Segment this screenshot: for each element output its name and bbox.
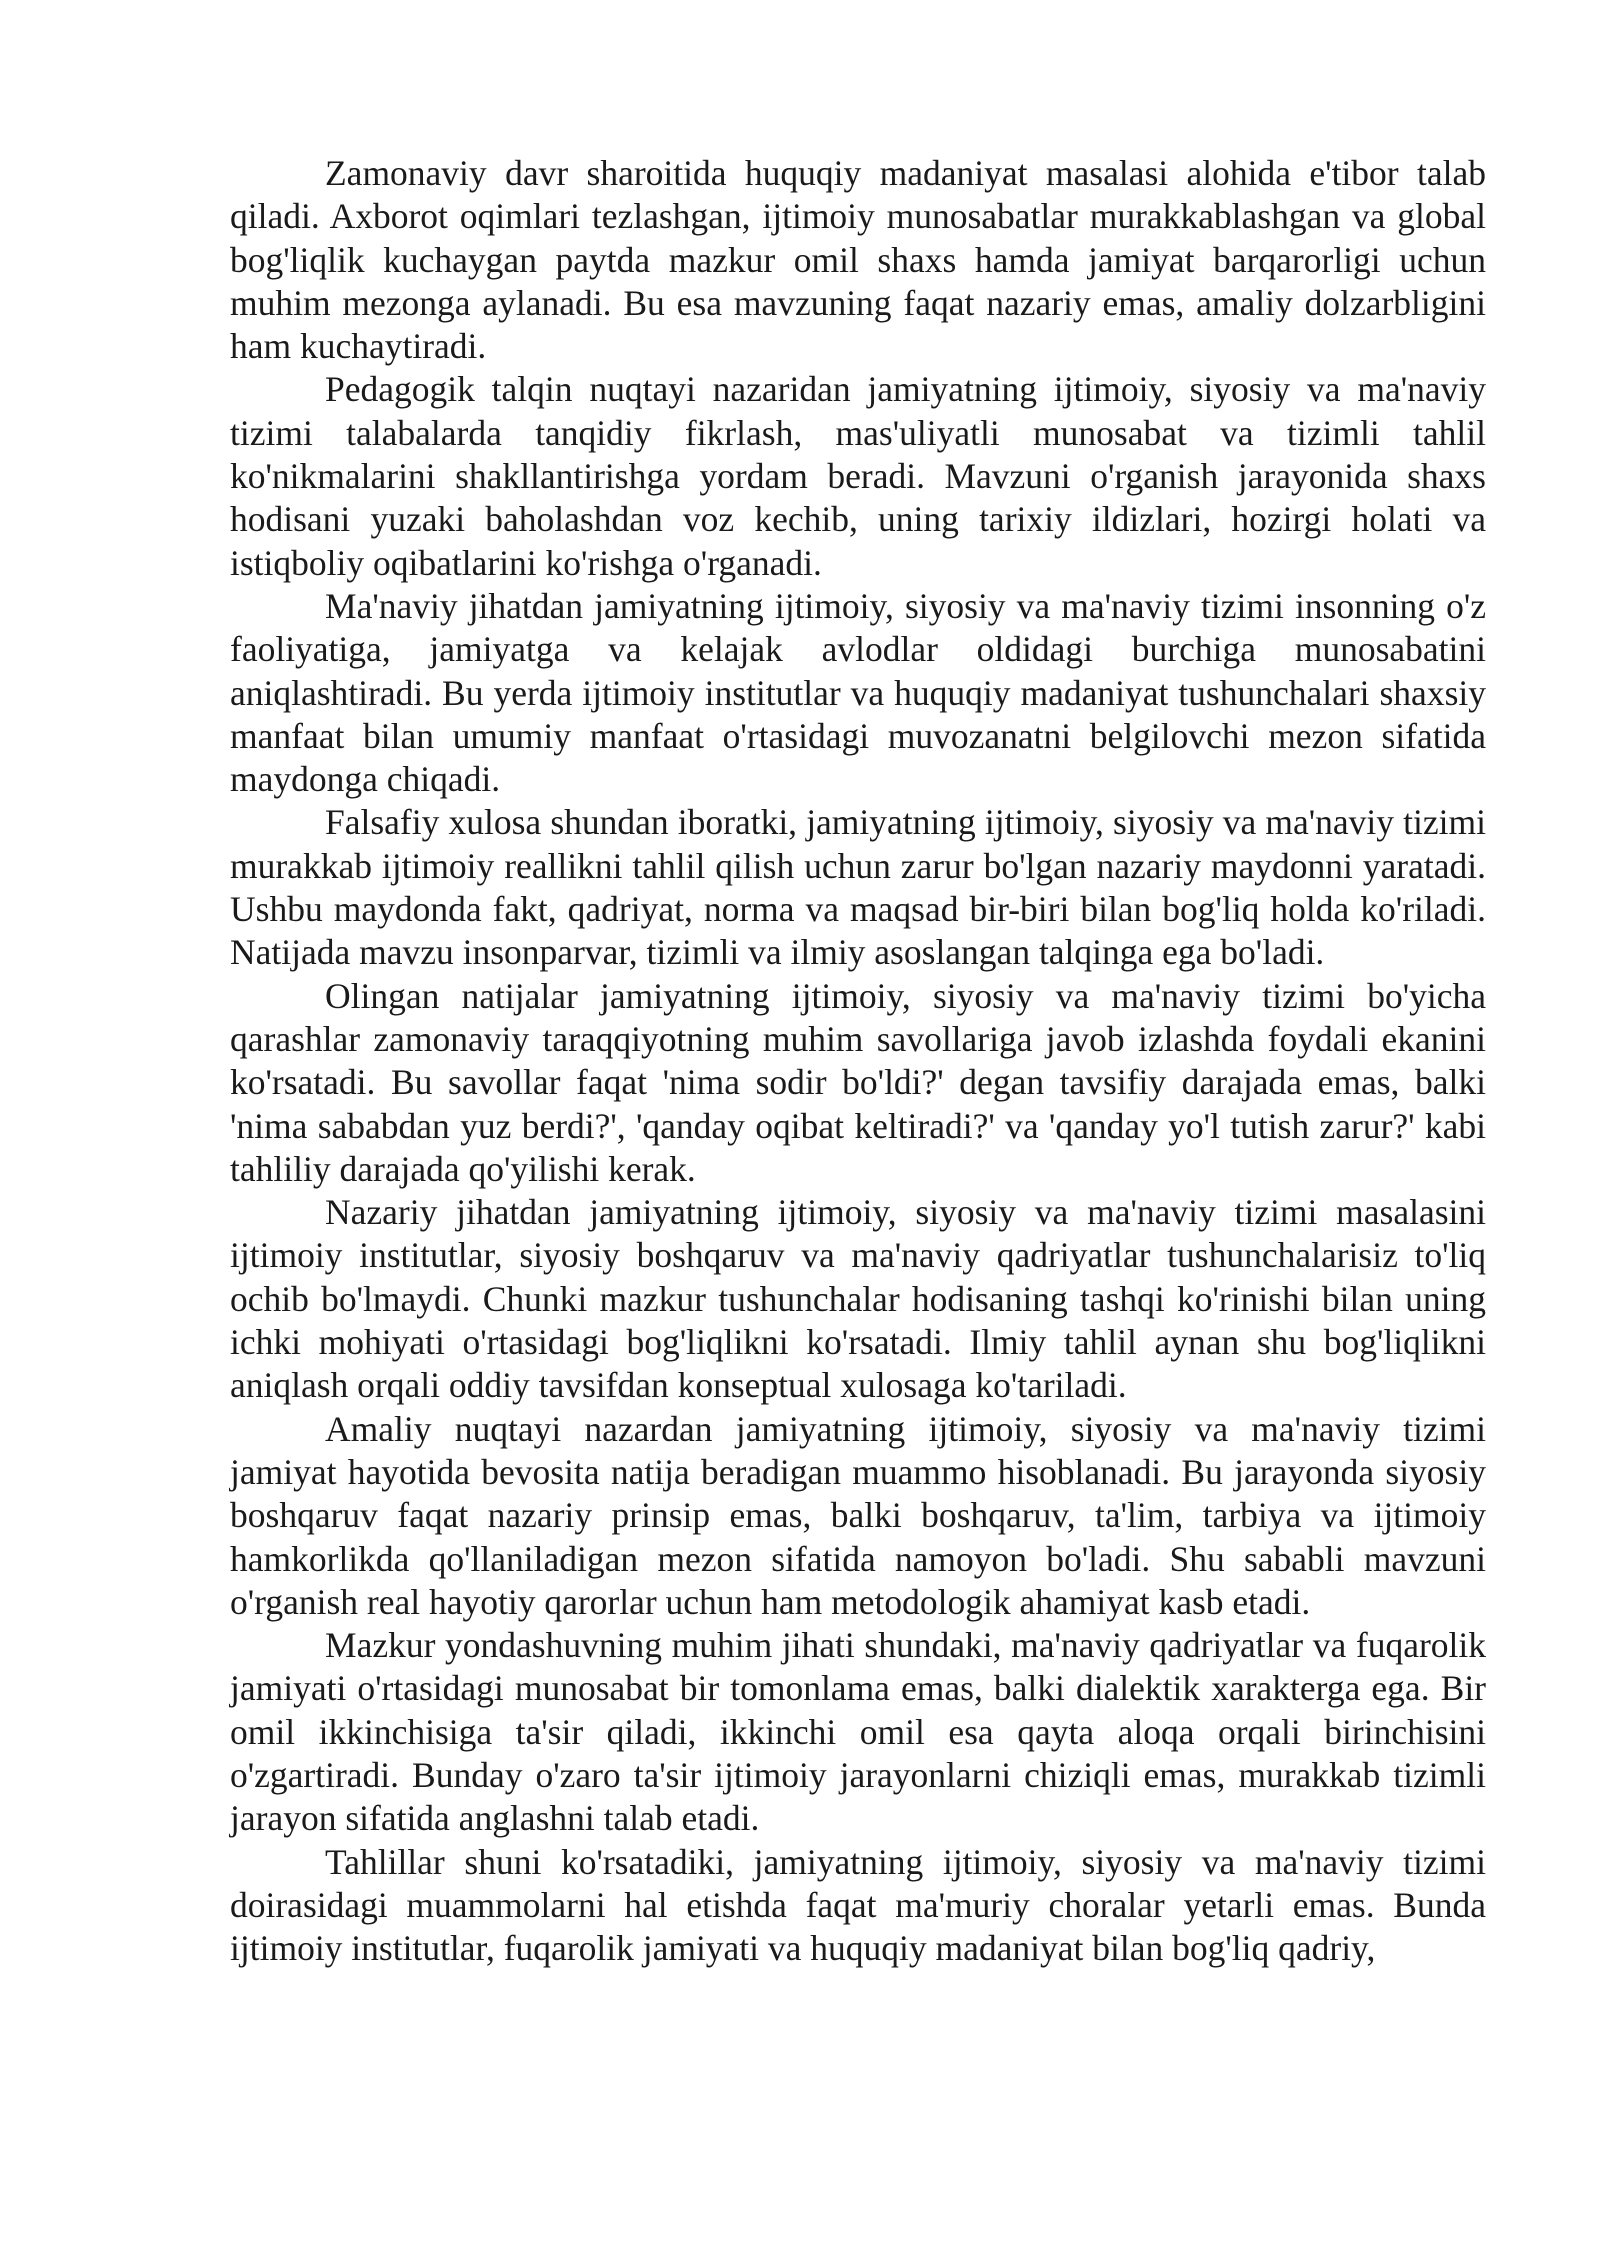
paragraph-2: Pedagogik talqin nuqtayi nazaridan jamiyatning ijtimoiy, siyosiy va ma'naviy tizimi talabalarda tanqidiy fikrlash, mas'uliyatli munosabat va tizimli tahlil ko'nikmalarini shakllantirishga yordam beradi. Mavzuni o'rganish jarayonida shaxs hodisani yuzaki baholashdan voz kechib, uning tarixiy ildizlari, hozirgi holati va istiqboliy oqibatlarini ko'rishga o'rganadi.	[230, 369, 1486, 583]
paragraph-1: Zamonaviy davr sharoitida huquqiy madaniyat masalasi alohida e'tibor talab qiladi. Axborot oqimlari tezlashgan, ijtimoiy munosabatlar murakkablashgan va global bog'liqlik kuchaygan paytda mazkur omil shaxs hamda jamiyat barqarorligi uchun muhim mezonga aylanadi. Bu esa mavzuning faqat nazariy emas, amaliy dolzarbligini ham kuchaytiradi.	[230, 153, 1486, 367]
paragraph-5: Olingan natijalar jamiyatning ijtimoiy, siyosiy va ma'naviy tizimi bo'yicha qarashlar zamonaviy taraqqiyotning muhim savollariga javob izlashda foydali ekanini ko'rsatadi. Bu savollar faqat 'nima sodir bo'ldi?' degan tavsifiy darajada emas, balki 'nima sababdan yuz berdi?', 'qanday oqibat keltiradi?' va 'qanday yo'l tutish zarur?' kabi tahliliy darajada qo'yilishi kerak.	[230, 975, 1486, 1189]
document-page	[230, 152, 1486, 1970]
paragraph-9: Tahlillar shuni ko'rsatadiki, jamiyatning ijtimoiy, siyosiy va ma'naviy tizimi doirasidagi muammolarni hal etishda faqat ma'muriy choralar yetarli emas. Bunda ijtimoiy institutlar, fuqarolik jamiyati va huquqiy madaniyat bilan bog'liq qadriy,	[230, 1841, 1486, 1969]
paragraph-4: Falsafiy xulosa shundan iboratki, jamiyatning ijtimoiy, siyosiy va ma'naviy tizimi murakkab ijtimoiy reallikni tahlil qilish uchun zarur bo'lgan nazariy maydonni yaratadi. Ushbu maydonda fakt, qadriyat, norma va maqsad bir-biri bilan bog'liq holda ko'riladi. Natijada mavzu insonparvar, tizimli va ilmiy asoslangan talqinga ega bo'ladi.	[230, 802, 1486, 973]
paragraph-8: Mazkur yondashuvning muhim jihati shundaki, ma'naviy qadriyatlar va fuqarolik jamiyati o'rtasidagi munosabat bir tomonlama emas, balki dialektik xarakterga ega. Bir omil ikkinchisiga ta'sir qiladi, ikkinchi omil esa qayta aloqa orqali birinchisini o'zgartiradi. Bunday o'zaro ta'sir ijtimoiy jarayonlarni chiziqli emas, murakkab tizimli jarayon sifatida anglashni talab etadi.	[230, 1625, 1486, 1839]
paragraph-7: Amaliy nuqtayi nazardan jamiyatning ijtimoiy, siyosiy va ma'naviy tizimi jamiyat hayotida bevosita natija beradigan muammo hisoblanadi. Bu jarayonda siyosiy boshqaruv faqat nazariy prinsip emas, balki boshqaruv, ta'lim, tarbiya va ijtimoiy hamkorlikda qo'llaniladigan mezon sifatida namoyon bo'ladi. Shu sababli mavzuni o'rganish real hayotiy qarorlar uchun ham metodologik ahamiyat kasb etadi.	[230, 1408, 1486, 1622]
paragraph-6: Nazariy jihatdan jamiyatning ijtimoiy, siyosiy va ma'naviy tizimi masalasini ijtimoiy institutlar, siyosiy boshqaruv va ma'naviy qadriyatlar tushunchalarisiz to'liq ochib bo'lmaydi. Chunki mazkur tushunchalar hodisaning tashqi ko'rinishi bilan uning ichki mohiyati o'rtasidagi bog'liqlikni ko'rsatadi. Ilmiy tahlil aynan shu bog'liqlikni aniqlash orqali oddiy tavsifdan konseptual xulosaga ko'tariladi.	[230, 1192, 1486, 1406]
paragraph-3: Ma'naviy jihatdan jamiyatning ijtimoiy, siyosiy va ma'naviy tizimi insonning o'z faoliyatiga, jamiyatga va kelajak avlodlar oldidagi burchiga munosabatini aniqlashtiradi. Bu yerda ijtimoiy institutlar va huquqiy madaniyat tushunchalari shaxsiy manfaat bilan umumiy manfaat o'rtasidagi muvozanatni belgilovchi mezon sifatida maydonga chiqadi.	[230, 585, 1486, 800]
